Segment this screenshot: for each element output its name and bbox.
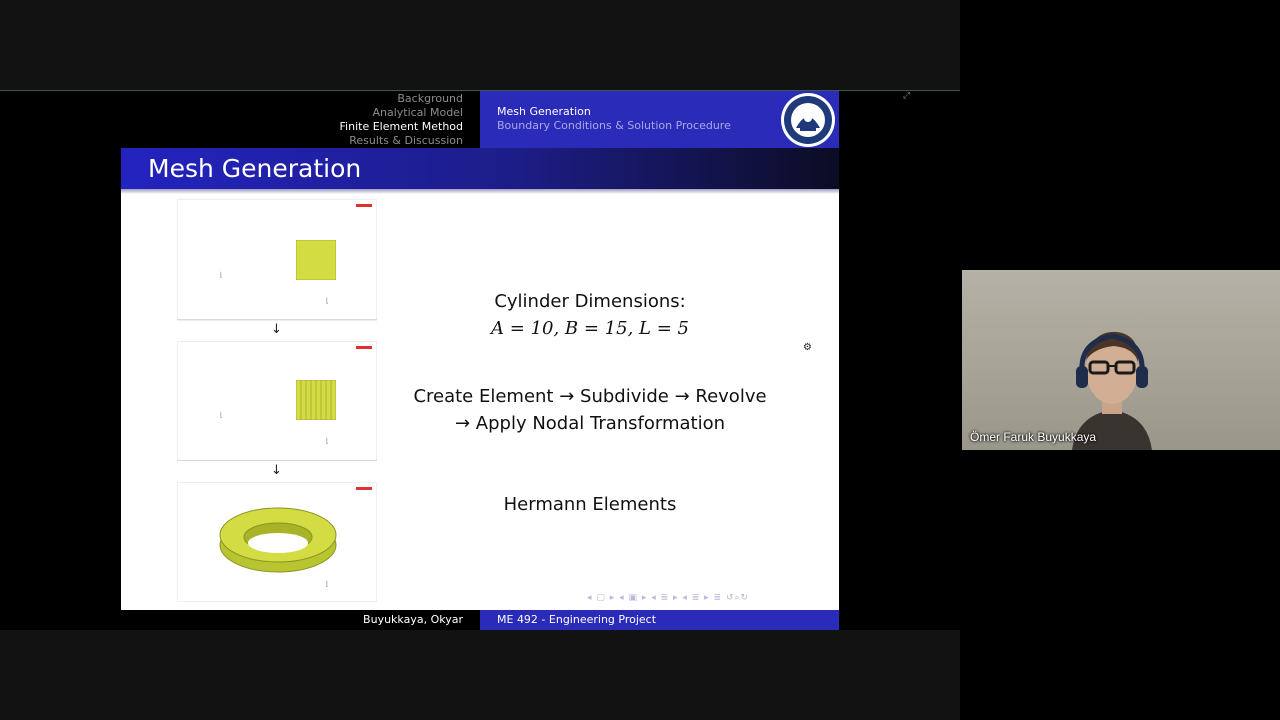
software-logo-tag: [356, 204, 372, 207]
cylinder-dimensions-label: Cylinder Dimensions:: [494, 291, 686, 312]
slide-title: Mesh Generation: [121, 148, 839, 189]
title-shadow: [121, 189, 839, 194]
mesh-process-line-2: → Apply Nodal Transformation: [454, 413, 726, 434]
software-logo-tag: [356, 487, 372, 490]
axis-triad-icon: ⌊: [326, 437, 329, 445]
axis-triad-icon: ⌊: [220, 271, 223, 279]
down-arrow-icon: ↓: [271, 463, 282, 478]
cylinder-dimensions-block: [377, 288, 803, 342]
revolved-ring-mesh-shape: [218, 505, 338, 575]
axis-triad-icon: ⌊: [220, 411, 223, 419]
mesh-step-panel-square: [177, 199, 377, 321]
nav-subsection-boundary-conditions[interactable]: Boundary Conditions & Solution Procedure: [497, 119, 731, 132]
down-arrow-icon: ↓: [271, 322, 282, 337]
axis-triad-icon: ⌊: [326, 297, 329, 305]
mesh-step-panel-subdivided: [177, 341, 377, 461]
participant-name-label: Ömer Faruk Buyukkaya: [970, 430, 1097, 444]
screen-share-top-margin: [0, 0, 960, 90]
separator-line: [177, 460, 377, 461]
presentation-slide: [121, 91, 839, 630]
nav-section-analytical-model[interactable]: Analytical Model: [372, 106, 463, 119]
nav-section-results-discussion[interactable]: Results & Discussion: [349, 134, 463, 147]
square-element-shape: [296, 240, 336, 280]
separator-line: [177, 319, 377, 320]
cylinder-dimensions-formula: A = 10, B = 15, L = 5: [491, 318, 689, 339]
mesh-process-line-1: Create Element → Subdivide → Revolve: [413, 386, 767, 407]
element-type-text: Hermann Elements: [503, 494, 677, 515]
university-seal-logo: [778, 92, 838, 148]
axis-triad-icon: ⌊: [326, 580, 329, 588]
software-logo-tag: [356, 346, 372, 349]
subdivided-element-shape: [296, 380, 336, 420]
settings-gear-icon[interactable]: ⚙: [803, 342, 812, 353]
footer-authors: Buyukkaya, Okyar: [121, 610, 480, 630]
mesh-process-block: [377, 383, 803, 437]
resize-icon[interactable]: ⤢: [903, 91, 911, 101]
nav-subsection-mesh-generation[interactable]: Mesh Generation: [497, 105, 591, 118]
footer-course: ME 492 - Engineering Project: [480, 610, 839, 630]
beamer-navigation-symbols[interactable]: ◂ ▢ ▸ ◂ ▣ ▸ ◂ ≣ ▸ ◂ ≣ ▸ ≣ ↺⌕↻: [587, 593, 750, 603]
mesh-step-panel-ring: [177, 482, 377, 602]
nav-section-finite-element-method[interactable]: Finite Element Method: [339, 120, 463, 133]
screen-share-bottom-margin: [0, 630, 960, 720]
nav-section-background[interactable]: Background: [397, 92, 463, 105]
participant-video-tile[interactable]: [962, 270, 1280, 450]
section-navigation: [121, 91, 480, 148]
